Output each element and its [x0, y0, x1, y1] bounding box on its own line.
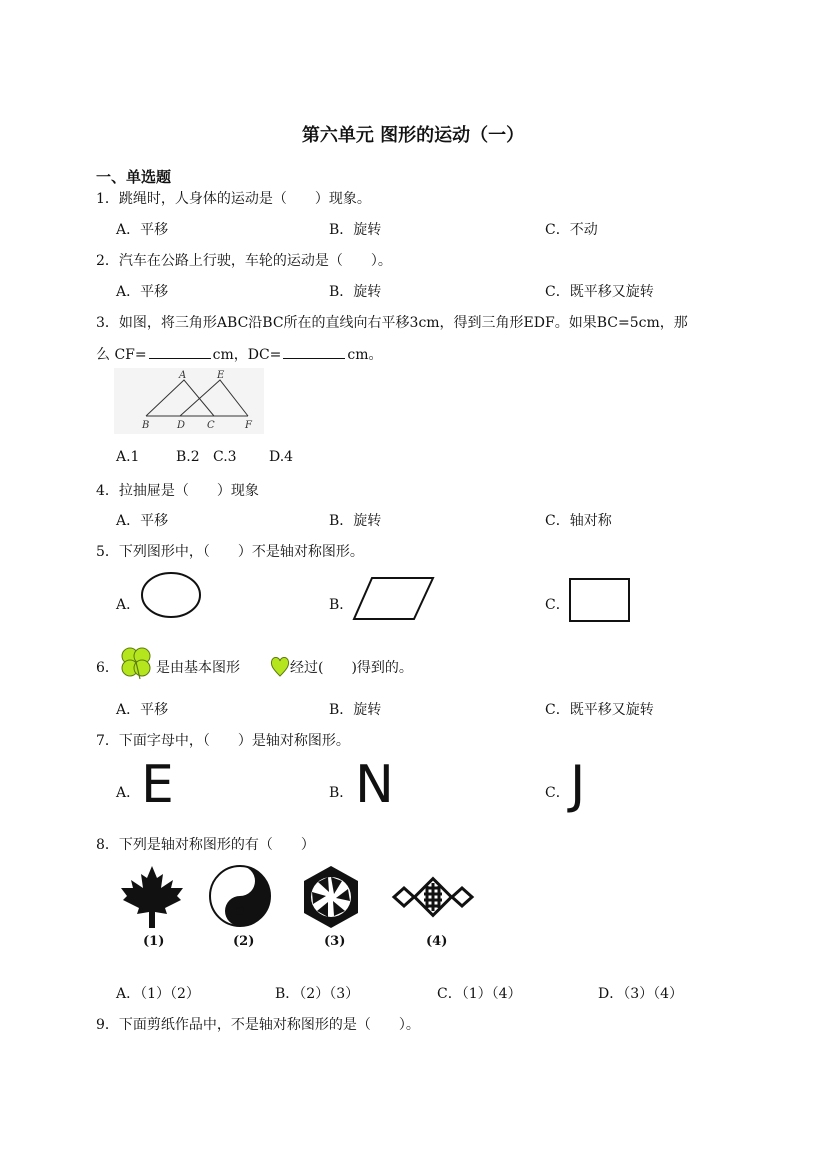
question-3-text-end: cm。 — [347, 347, 383, 363]
question-3-option-d[interactable]: D.4 — [269, 449, 294, 465]
question-1-option-a[interactable]: A．平移 — [116, 222, 169, 238]
question-2-option-c[interactable]: C．既平移又旋转 — [545, 284, 654, 300]
question-7-stem: 7．下面字母中，（ ）是轴对称图形。 — [96, 733, 350, 749]
four-leaf-clover-icon — [118, 645, 154, 681]
question-8-option-b[interactable]: B．（2）（3） — [275, 986, 360, 1002]
question-6-number: 6． — [96, 660, 119, 676]
heart-leaf-icon — [270, 655, 290, 679]
letter-n: N — [355, 755, 394, 815]
figure-caption-1: (1) — [143, 934, 165, 949]
question-7-option-b[interactable]: B． — [329, 785, 354, 801]
question-4-stem: 4．拉抽屉是（ ）现象 — [96, 483, 259, 499]
question-4-option-c[interactable]: C．轴对称 — [545, 513, 612, 529]
question-7-option-a[interactable]: A． — [116, 785, 141, 801]
figure-caption-2: (2) — [233, 934, 255, 949]
label-c: C — [207, 420, 215, 431]
figure-caption-4: (4) — [426, 934, 448, 949]
question-8-stem: 8．下列是轴对称图形的有（ ） — [96, 837, 315, 853]
section-heading: 一、单选题 — [96, 168, 172, 186]
question-2-stem: 2．汽车在公路上行驶，车轮的运动是（ ）。 — [96, 253, 392, 269]
question-5-option-b[interactable]: B． — [329, 597, 354, 613]
question-3-option-c[interactable]: C.3 — [213, 449, 237, 465]
chinese-knot-icon — [390, 870, 476, 926]
translated-triangles-figure — [114, 368, 264, 434]
parallelogram-shape — [352, 576, 436, 622]
label-b: B — [142, 420, 150, 431]
rectangle-shape — [569, 578, 633, 624]
question-6-text-mid: 是由基本图形 — [156, 660, 240, 676]
question-6-option-b[interactable]: B．旋转 — [329, 702, 382, 718]
question-5-option-c[interactable]: C． — [545, 597, 570, 613]
answer-blank-cf[interactable] — [149, 346, 211, 359]
question-4-option-b[interactable]: B．旋转 — [329, 513, 382, 529]
question-3-text-cf: 么 CF= — [96, 347, 147, 363]
yin-yang-icon — [208, 864, 272, 928]
question-3-text-dc: cm，DC= — [212, 347, 282, 363]
label-a: A — [179, 370, 187, 381]
question-3-stem-line2 — [96, 344, 383, 364]
question-1-stem: 1．跳绳时，人身体的运动是（ ）现象。 — [96, 191, 371, 207]
question-1-option-b[interactable]: B．旋转 — [329, 222, 382, 238]
question-6-text-end: 经过( )得到的。 — [290, 660, 413, 676]
question-7-option-c[interactable]: C． — [545, 785, 570, 801]
question-3-stem-line1: 3．如图，将三角形ABC沿BC所在的直线向右平移3cm，得到三角形EDF。如果BC=5cm，那 — [96, 315, 688, 331]
question-9-stem: 9．下面剪纸作品中，不是轴对称图形的是（ ）。 — [96, 1017, 420, 1033]
question-3-option-a[interactable]: A.1 — [116, 449, 140, 465]
question-8-option-c[interactable]: C．（1）（4） — [437, 986, 522, 1002]
answer-blank-dc[interactable] — [283, 346, 345, 359]
camera-aperture-icon — [298, 864, 364, 930]
page-title: 第六单元 图形的运动（一） — [301, 125, 525, 146]
question-8-option-d[interactable]: D．（3）（4） — [598, 986, 684, 1002]
letter-e: E — [141, 755, 174, 815]
figure-caption-3: (3) — [324, 934, 346, 949]
question-2-option-a[interactable]: A．平移 — [116, 284, 169, 300]
ellipse-shape — [140, 571, 204, 621]
question-6-option-a[interactable]: A．平移 — [116, 702, 169, 718]
question-8-option-a[interactable]: A．（1）（2） — [116, 986, 200, 1002]
question-5-stem: 5．下列图形中，（ ）不是轴对称图形。 — [96, 544, 364, 560]
question-2-option-b[interactable]: B．旋转 — [329, 284, 382, 300]
question-6-option-c[interactable]: C．既平移又旋转 — [545, 702, 654, 718]
question-5-option-a[interactable]: A． — [116, 597, 141, 613]
maple-leaf-icon — [117, 864, 187, 930]
question-3-option-b[interactable]: B.2 — [176, 449, 200, 465]
label-e: E — [217, 370, 225, 381]
label-d: D — [177, 420, 186, 431]
question-4-option-a[interactable]: A．平移 — [116, 513, 169, 529]
question-1-option-c[interactable]: C．不动 — [545, 222, 598, 238]
letter-j: J — [570, 755, 586, 815]
label-f: F — [245, 420, 252, 431]
